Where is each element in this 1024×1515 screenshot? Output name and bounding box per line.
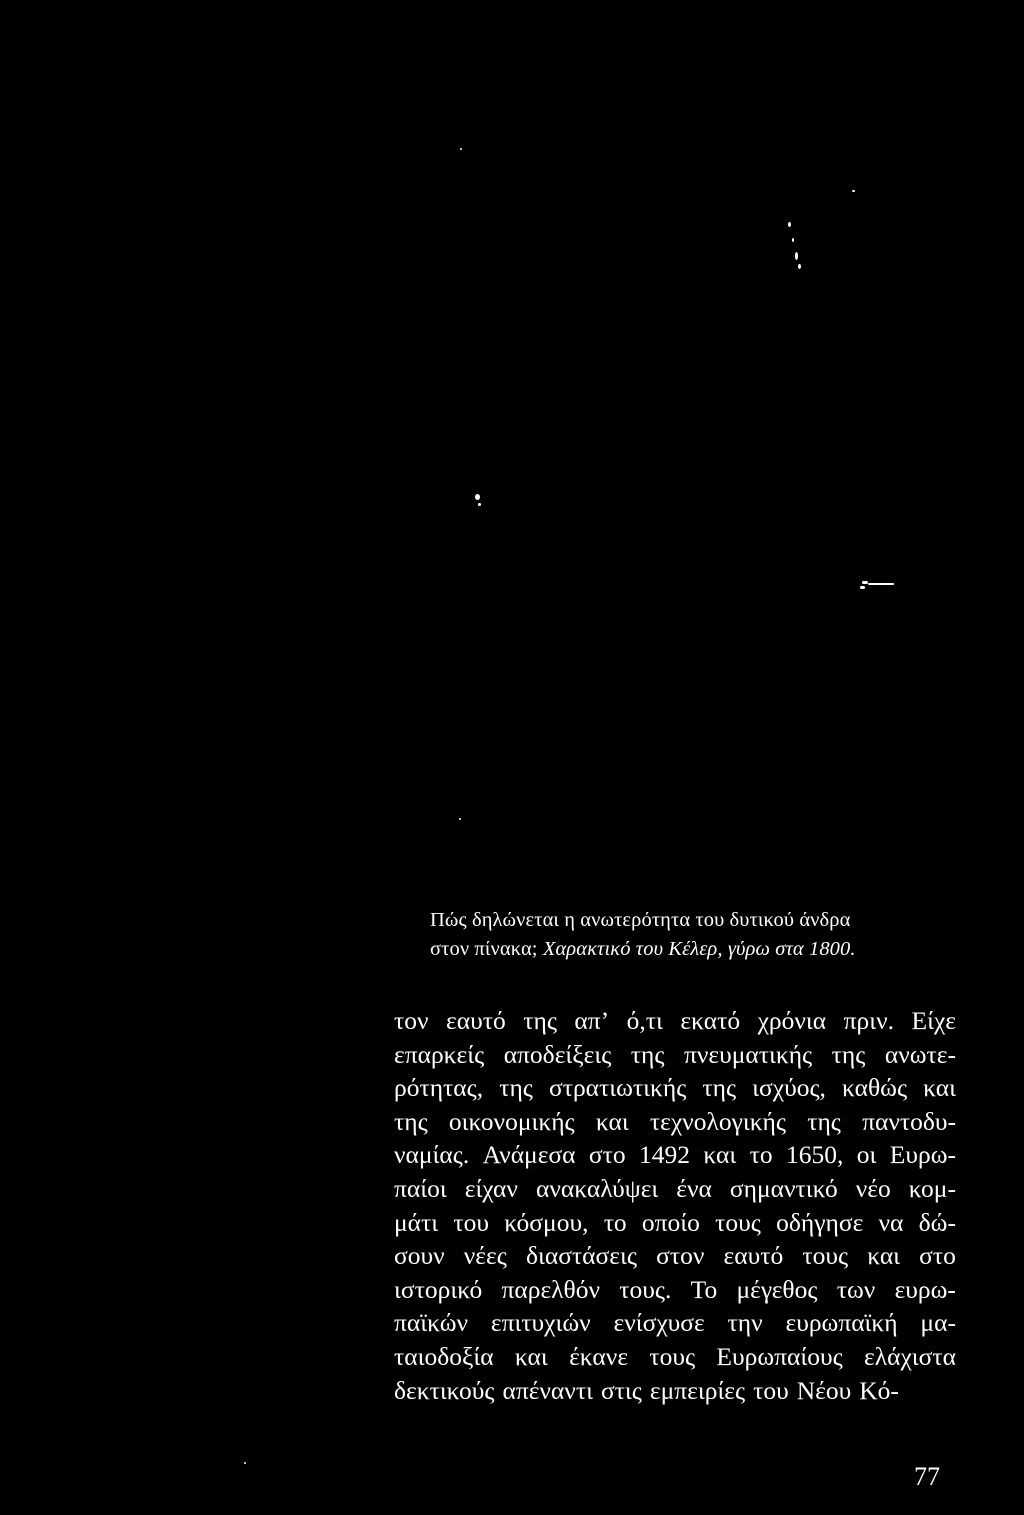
word: οι [856, 1140, 877, 1170]
word: τους [715, 1207, 761, 1237]
word: είχαν [464, 1173, 518, 1203]
word: Νέου [796, 1375, 852, 1405]
figure-caption [430, 906, 960, 964]
word: νέες [463, 1241, 507, 1271]
caption-lead: στον πίνακα; [430, 938, 543, 960]
word: έκανε [569, 1341, 629, 1371]
word: και [867, 1241, 901, 1271]
text-line [394, 1306, 956, 1340]
word: και [514, 1341, 548, 1371]
word: ανακαλύψει [535, 1173, 659, 1203]
image-artifact [475, 494, 480, 500]
word: μάτι [394, 1207, 439, 1237]
word: ό,τι [626, 1006, 663, 1035]
word: μέγεθος [736, 1274, 818, 1304]
image-artifact [860, 586, 865, 589]
text-line [394, 1038, 956, 1072]
image-artifact [460, 148, 462, 150]
word: στις [600, 1375, 642, 1405]
word: ελάχιστα [864, 1341, 956, 1371]
word: ευρωπαϊκή [785, 1308, 898, 1338]
word: ένα [676, 1173, 712, 1203]
image-artifact [792, 238, 794, 242]
word: δώ- [918, 1207, 956, 1237]
word: της [523, 1006, 557, 1035]
image-artifact [852, 190, 855, 192]
word: και [703, 1140, 737, 1170]
word: νέο [855, 1173, 891, 1203]
word: να [878, 1207, 904, 1237]
word: και [923, 1073, 956, 1103]
word: 1492 [639, 1140, 691, 1170]
word: ευρω- [894, 1274, 956, 1304]
word: στρατιωτικής [548, 1073, 687, 1103]
word: τους [802, 1241, 849, 1271]
caption-line-2 [430, 935, 960, 964]
word: κομ- [908, 1173, 956, 1203]
word: της [499, 1073, 533, 1103]
word: Ανάμεσα [482, 1140, 576, 1170]
word: τους. [619, 1274, 672, 1304]
page-number: 77 [914, 1462, 940, 1491]
image-artifact [798, 264, 801, 269]
image-artifact [788, 222, 791, 227]
word: απ’ [574, 1006, 610, 1035]
word: το [603, 1207, 627, 1237]
image-artifact [459, 818, 461, 820]
word: δεκτικούς [394, 1375, 495, 1405]
word: ναμίας. [394, 1140, 470, 1170]
word: ιστορικό [394, 1274, 483, 1304]
word: σημαντικό [729, 1173, 838, 1203]
image-artifact [868, 583, 894, 585]
word: και [595, 1106, 629, 1136]
word: πνευματικής [683, 1039, 813, 1069]
word: της [630, 1039, 665, 1069]
word: ανωτε- [884, 1039, 956, 1069]
word: του [753, 1375, 789, 1405]
word: οικονομικής [448, 1106, 575, 1136]
text-line [394, 1273, 956, 1307]
word: τον [394, 1006, 429, 1035]
word: πριν. [843, 1006, 895, 1035]
word: επαρκείς [394, 1039, 485, 1069]
caption-source: Χαρακτικό του Κέλερ, γύρω στα 1800. [542, 938, 856, 960]
text-line [394, 1340, 956, 1374]
word: ενίσχυσε [613, 1308, 705, 1338]
word: παϊκών [394, 1308, 469, 1338]
word: Ευρω- [889, 1140, 956, 1170]
word: μα- [920, 1308, 956, 1338]
word: απέναντι [502, 1375, 593, 1405]
word: των [836, 1274, 876, 1304]
image-artifact [478, 503, 481, 506]
body-text [394, 1004, 956, 1407]
word: τεχνολογικής [649, 1106, 786, 1136]
word: οδήγησε [776, 1207, 864, 1237]
word: ταιοδοξία [394, 1341, 494, 1371]
image-artifact [244, 1462, 246, 1464]
word: στον [656, 1241, 705, 1271]
word: στο [919, 1241, 956, 1271]
word: χρόνια [757, 1006, 827, 1035]
text-line [394, 1105, 956, 1139]
word: παντοδυ- [862, 1106, 956, 1136]
word: ισχύος, [752, 1073, 826, 1103]
word: Κό- [859, 1375, 899, 1405]
word: της [807, 1106, 841, 1136]
caption-line-1: Πώς δηλώνεται η ανωτερότητα του δυτικού άνδρα [430, 909, 851, 931]
word: στο [588, 1140, 626, 1170]
word: Ευρωπαίους [716, 1341, 843, 1371]
word: εαυτό [723, 1241, 784, 1271]
word: εμπειρίες [649, 1375, 746, 1405]
word: της [831, 1039, 866, 1069]
word: του [453, 1207, 489, 1237]
word: Το [690, 1274, 718, 1304]
word: οποίο [641, 1207, 700, 1237]
text-line [394, 1172, 956, 1206]
text-line [394, 1004, 956, 1038]
word: της [702, 1073, 737, 1103]
image-artifact [795, 252, 798, 260]
word: το [749, 1140, 773, 1170]
text-line [394, 1239, 956, 1273]
word: την [727, 1308, 763, 1338]
word: παίοι [394, 1173, 447, 1203]
word: της [394, 1106, 428, 1136]
word: σουν [394, 1241, 445, 1271]
text-line [394, 1374, 956, 1408]
word: καθώς [841, 1073, 908, 1103]
text-line [394, 1071, 956, 1105]
word: διαστάσεις [525, 1241, 637, 1271]
word: παρελθόν [501, 1274, 601, 1304]
word: εαυτό [446, 1006, 506, 1035]
text-line [394, 1206, 956, 1240]
word: ρότητας, [394, 1073, 484, 1103]
word: αποδείξεις [503, 1039, 612, 1069]
text-line [394, 1138, 956, 1172]
word: 1650, [786, 1140, 844, 1170]
word: τους [649, 1341, 696, 1371]
word: επιτυχιών [490, 1308, 591, 1338]
word: εκατό [680, 1006, 741, 1035]
word: Είχε [911, 1006, 956, 1035]
word: κόσμου, [504, 1207, 589, 1237]
